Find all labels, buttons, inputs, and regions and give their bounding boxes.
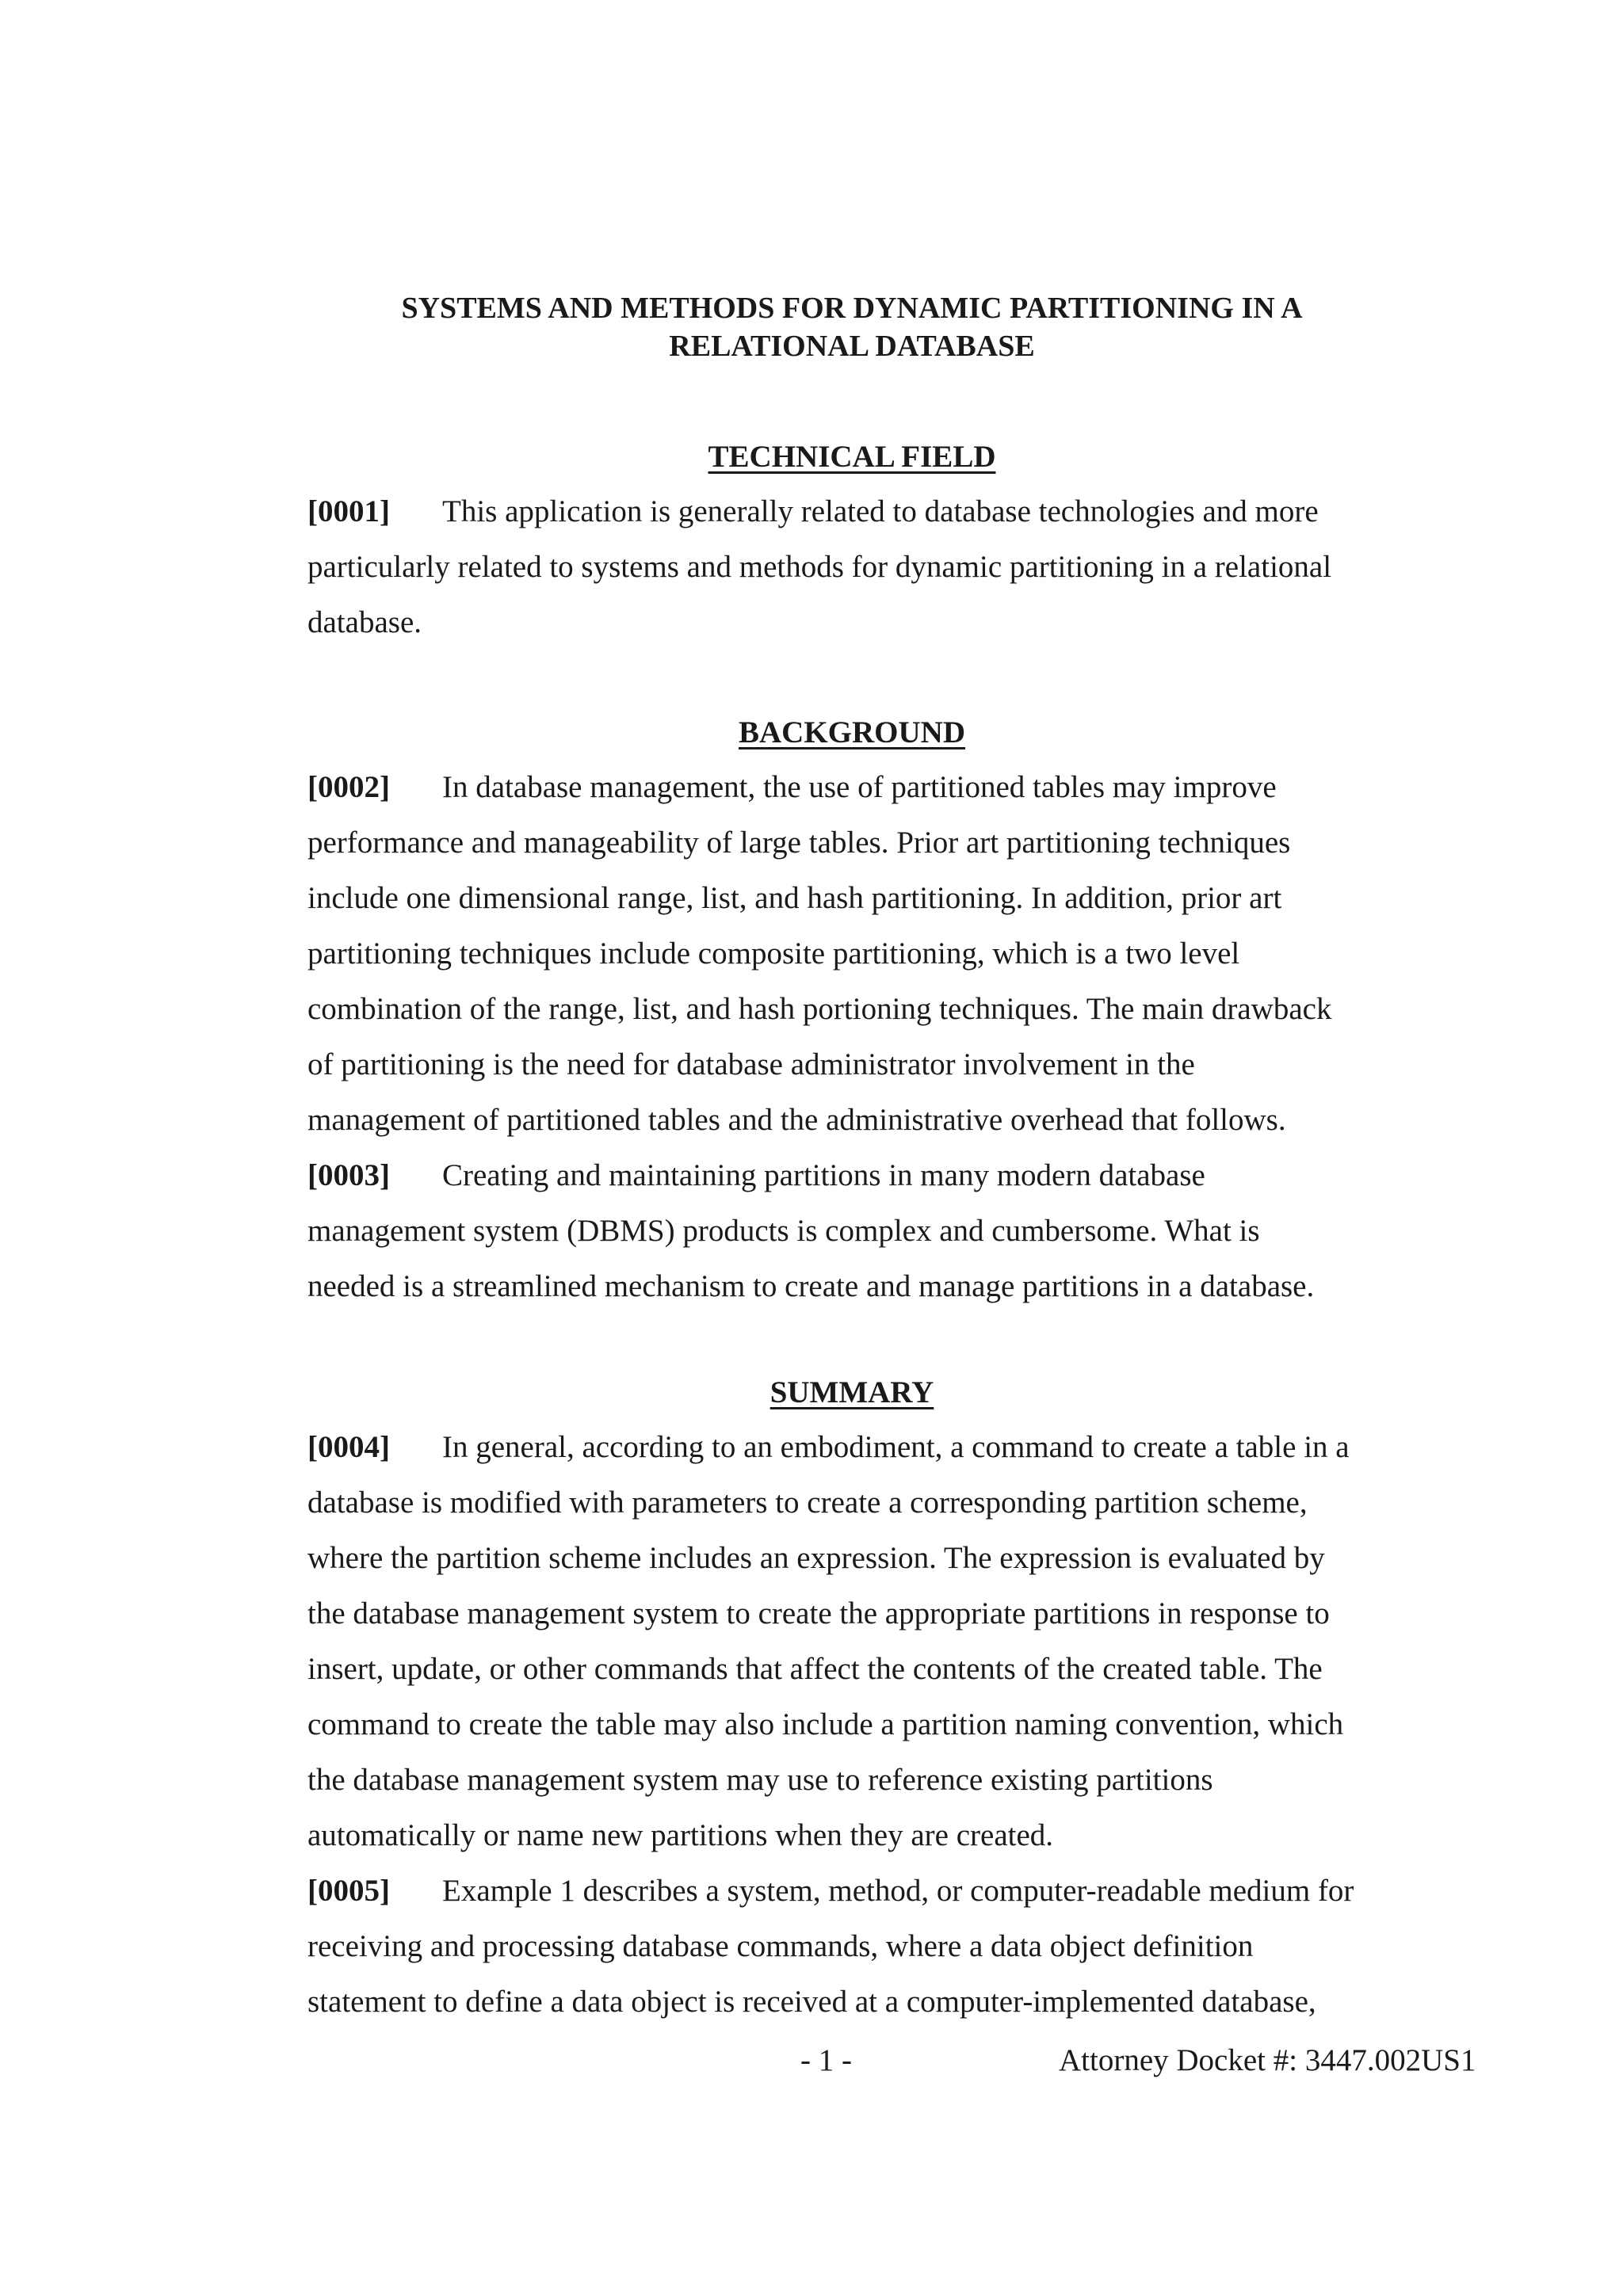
paragraph-line: [0002] In database management, the use of partitioned tables may improve: [307, 760, 1393, 815]
paragraph-number: [0003]: [307, 1158, 390, 1192]
section-summary: [307, 1420, 1393, 2030]
paragraph-line: [0003] Creating and maintaining partitions in many modern database: [307, 1148, 1393, 1203]
paragraph-line: database.: [307, 605, 422, 639]
paragraph-line: partitioning techniques include composite partitioning, which is a two level: [307, 936, 1240, 971]
paragraph-line: [0004] In general, according to an embodiment, a command to create a table in a: [307, 1420, 1393, 1475]
paragraph-line: database is modified with parameters to create a corresponding partition scheme,: [307, 1486, 1308, 1520]
paragraph-line: combination of the range, list, and hash portioning techniques. The main drawback: [307, 992, 1332, 1026]
paragraph-line: automatically or name new partitions when they are created.: [307, 1818, 1054, 1852]
paragraph-number: [0001]: [307, 494, 390, 528]
heading-technical-field: TECHNICAL FIELD: [708, 440, 996, 474]
paragraph-0004: [307, 1420, 1393, 1863]
paragraph-line: statement to define a data object is received at a computer-implemented database,: [307, 1985, 1316, 2019]
paragraph-0002: [307, 760, 1393, 1148]
section-technical-field: [307, 484, 1393, 650]
heading-summary: SUMMARY: [769, 1375, 934, 1409]
paragraph-number: [0004]: [307, 1430, 390, 1464]
paragraph-line: receiving and processing database commands, where a data object definition: [307, 1929, 1254, 1963]
paragraph-line: the database management system may use to reference existing partitions: [307, 1763, 1213, 1797]
paragraph-0005: [307, 1863, 1393, 2030]
paragraph-line: performance and manageability of large tables. Prior art partitioning techniques: [307, 826, 1291, 860]
page-number: - 1 -: [800, 2043, 852, 2077]
section-background: [307, 760, 1393, 1314]
paragraph-line: [0005] Example 1 describes a system, method, or computer-readable medium for: [307, 1863, 1393, 1919]
attorney-docket: Attorney Docket #: 3447.002US1: [1059, 2043, 1476, 2077]
heading-background: BACKGROUND: [738, 715, 965, 749]
document-title-line-2: RELATIONAL DATABASE: [669, 330, 1035, 363]
paragraph-line: needed is a streamlined mechanism to create and manage partitions in a database.: [307, 1269, 1315, 1303]
paragraph-line: management of partitioned tables and the administrative overhead that follows.: [307, 1103, 1286, 1137]
paragraph-0001: [307, 484, 1393, 650]
document-title-line-1: SYSTEMS AND METHODS FOR DYNAMIC PARTITIONING IN A: [401, 292, 1303, 325]
document-title: [0, 289, 1623, 365]
paragraph-line: particularly related to systems and methods for dynamic partitioning in a relational: [307, 550, 1332, 584]
paragraph-line: management system (DBMS) products is complex and cumbersome. What is: [307, 1214, 1260, 1248]
paragraph-number: [0005]: [307, 1874, 390, 1908]
paragraph-0003: [307, 1148, 1393, 1314]
paragraph-line: insert, update, or other commands that affect the contents of the created table. The: [307, 1652, 1323, 1686]
paragraph-line: include one dimensional range, list, and hash partitioning. In addition, prior art: [307, 881, 1282, 915]
paragraph-number: [0002]: [307, 770, 390, 804]
paragraph-line: where the partition scheme includes an expression. The expression is evaluated by: [307, 1541, 1325, 1575]
paragraph-line: [0001] This application is generally related to database technologies and more: [307, 484, 1393, 540]
paragraph-line: the database management system to create the appropriate partitions in response to: [307, 1596, 1330, 1630]
paragraph-line: of partitioning is the need for database administrator involvement in the: [307, 1047, 1195, 1081]
paragraph-line: command to create the table may also include a partition naming convention, which: [307, 1707, 1344, 1741]
